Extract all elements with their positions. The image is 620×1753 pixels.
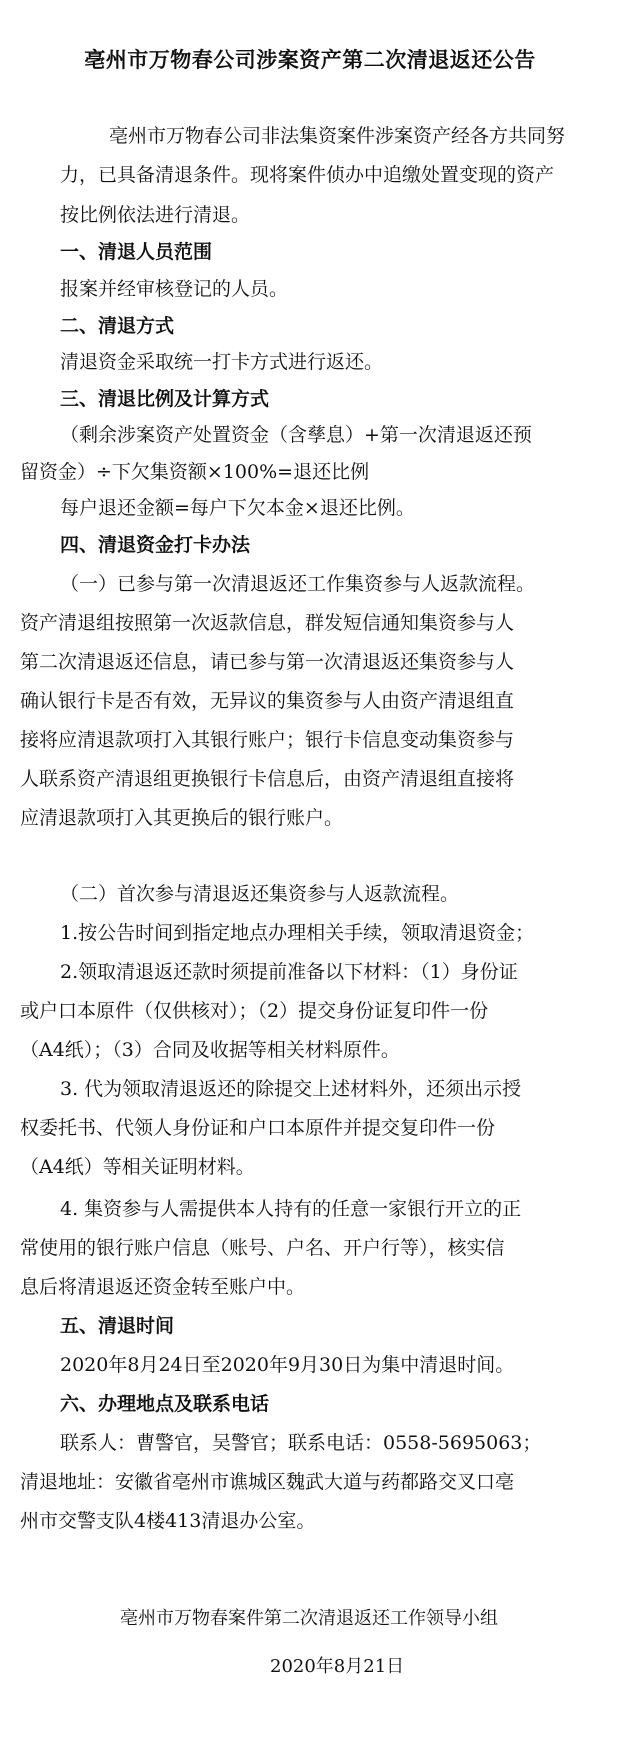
body-line: 息后将清退返还资金转至账户中。 bbox=[20, 1276, 306, 1298]
section-heading: 六、办理地点及联系电话 bbox=[60, 1393, 270, 1415]
body-line: 2020年8月24日至2020年9月30日为集中清退时间。 bbox=[60, 1354, 515, 1376]
body-line: 2.领取清退返还款时须提前准备以下材料：（1）身份证 bbox=[60, 961, 518, 983]
address-line: 州市交警支队4楼413清退办公室。 bbox=[20, 1510, 316, 1532]
body-line: 第二次清退返还信息，请已参与第一次清退返还集资参与人 bbox=[20, 651, 515, 673]
body-line: 报案并经审核登记的人员。 bbox=[60, 278, 289, 300]
body-line: （A4纸）等相关证明材料。 bbox=[20, 1156, 255, 1178]
body-line: 资产清退组按照第一次返款信息，群发短信通知集资参与人 bbox=[20, 612, 515, 634]
body-line: 4. 集资参与人需提供本人持有的任意一家银行开立的正 bbox=[60, 1198, 522, 1220]
section-heading: 五、清退时间 bbox=[60, 1315, 175, 1337]
address-line: 清退地址：安徽省亳州市谯城区魏武大道与药都路交叉口亳 bbox=[20, 1471, 515, 1493]
formula-line: 留资金）÷下欠集资额×100%=退还比例 bbox=[20, 461, 370, 483]
body-line: 权委托书、代领人身份证和户口本原件并提交复印件一份 bbox=[20, 1117, 496, 1139]
body-line: （A4纸）；（3）合同及收据等相关材料原件。 bbox=[20, 1039, 400, 1061]
notice-title: 亳州市万物春公司涉案资产第二次清退返还公告 bbox=[84, 48, 536, 72]
body-line: 应清退款项打入其更换后的银行账户。 bbox=[20, 807, 344, 829]
body-line: 清退资金采取统一打卡方式进行返还。 bbox=[60, 351, 384, 373]
issuer-name: 亳州市万物春案件第二次清退返还工作领导小组 bbox=[120, 1608, 498, 1629]
intro-line: 力，已具备清退条件。现将案件侦办中追缴处置变现的资产 bbox=[60, 164, 555, 186]
body-line: （二）首次参与清退返还集资参与人返款流程。 bbox=[60, 883, 460, 905]
intro-line: 亳州市万物春公司非法集资案件涉案资产经各方共同努 bbox=[109, 125, 566, 147]
body-line: 接将应清退款项打入其银行账户；银行卡信息变动集资参与 bbox=[20, 729, 515, 751]
body-line: 常使用的银行账户信息（账号、户名、开户行等），核实信 bbox=[20, 1237, 505, 1259]
section-heading: 一、清退人员范围 bbox=[60, 241, 213, 263]
intro-line: 按比例依法进行清退。 bbox=[60, 204, 251, 226]
body-line: 或户口本原件（仅供核对）；（2）提交身份证复印件一份 bbox=[20, 1000, 489, 1022]
section-heading: 四、清退资金打卡办法 bbox=[60, 534, 251, 556]
body-line: 3. 代为领取清退返还的除提交上述材料外，还须出示授 bbox=[60, 1078, 522, 1100]
contact-line: 联系人：曹警官，吴警官；联系电话：0558-5695063； bbox=[60, 1432, 542, 1454]
body-line: 人联系资产清退组更换银行卡信息后，由资产清退组直接将 bbox=[20, 768, 515, 790]
section-heading: 三、清退比例及计算方式 bbox=[60, 388, 270, 410]
body-line: 1.按公告时间到指定地点办理相关手续，领取清退资金； bbox=[60, 922, 535, 944]
formula-line: 每户退还金额=每户下欠本金×退还比例。 bbox=[60, 497, 415, 519]
body-line: （一）已参与第一次清退返还工作集资参与人返款流程。 bbox=[60, 573, 536, 595]
issue-date: 2020年8月21日 bbox=[270, 1656, 405, 1677]
formula-line: （剩余涉案资产处置资金（含孳息）+第一次清退返还预 bbox=[60, 424, 532, 446]
body-line: 确认银行卡是否有效，无异议的集资参与人由资产清退组直 bbox=[20, 690, 515, 712]
section-heading: 二、清退方式 bbox=[60, 315, 175, 337]
